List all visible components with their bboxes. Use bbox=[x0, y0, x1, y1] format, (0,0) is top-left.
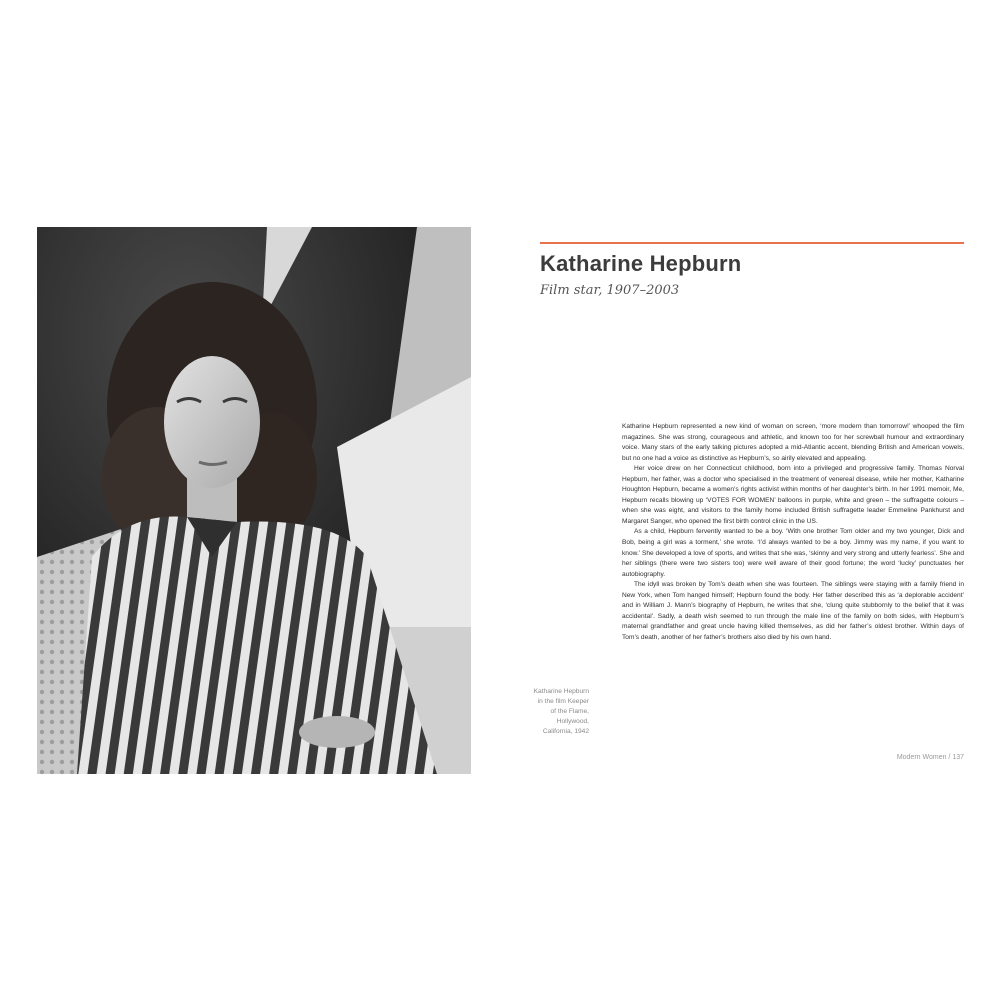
page-folio: Modern Women / 137 bbox=[896, 754, 964, 761]
page-subtitle: Film star, 1907–2003 bbox=[540, 283, 680, 298]
book-spread bbox=[37, 227, 964, 774]
accent-rule bbox=[540, 242, 964, 244]
body-paragraph: Her voice drew on her Connecticut childhood, born into a privileged and progressive family. Thomas Norval Hepburn, her father, was a doctor who specialised in the treatment of venereal disease, while her mother, Katharine Houghton Hepburn, became a women’s rights activist within months of her daughter’s birth. In her 1991 memoir, Me, Hepburn recalls blowing up ‘VOTES FOR WOMEN’ balloons in purple, white and green – the suffragette colours – when she was eight, and visitors to the family home included British suffragette leader Emmeline Pankhurst and Margaret Sanger, who opened the first birth control clinic in the US. bbox=[622, 465, 964, 525]
body-paragraph: Katharine Hepburn represented a new kind of woman on screen, ‘more modern than tomorrow!’ whooped the film magazines. She was strong, courageous and athletic, and known too for her screwball humour and extraordinary voice. Many stars of the early talking pictures adopted a mid-Atlantic accent, blending British and American vowels, but no one had a voice as distinctive as Hepburn’s, so airily elevated and appealing. bbox=[622, 423, 964, 462]
body-paragraph: The idyll was broken by Tom’s death when she was fourteen. The siblings were staying with a family friend in New York, when Tom hanged himself; Hepburn found the body. Her father described this as ‘a deplorable accident’ and in William J. Mann’s biography of Hepburn, he writes that she, ‘clung quite stubbornly to the belief that it was accidental’. Sadly, a death wish seemed to run through the male line of the family on both sides, with Hepburn’s maternal grandfather and great uncle having killed themselves, as did her father’s oldest brother. Within days of Tom’s death, another of her father’s brothers also died by his own hand. bbox=[622, 581, 964, 641]
body-text bbox=[622, 422, 964, 643]
portrait-photo-graphic bbox=[37, 227, 471, 774]
photo-caption: Katharine Hepburn in the film Keeper of the Flame, Hollywood, California, 1942 bbox=[533, 688, 589, 736]
body-paragraph: As a child, Hepburn fervently wanted to be a boy. ‘With one brother Tom older and my two younger, Dick and Bob, being a girl was a torment,’ she wrote. ‘I’d always wanted to be a boy. Jimmy was my name, if you want to know.’ She developed a love of sports, and writes that she was, ‘skinny and very strong and utterly fearless’. She and her siblings (there were two sisters too) were well aware of their good fortune; the word ‘lucky’ punctuates her autobiography. bbox=[622, 528, 964, 578]
page-title: Katharine Hepburn bbox=[540, 251, 742, 276]
portrait-photo bbox=[37, 227, 471, 774]
